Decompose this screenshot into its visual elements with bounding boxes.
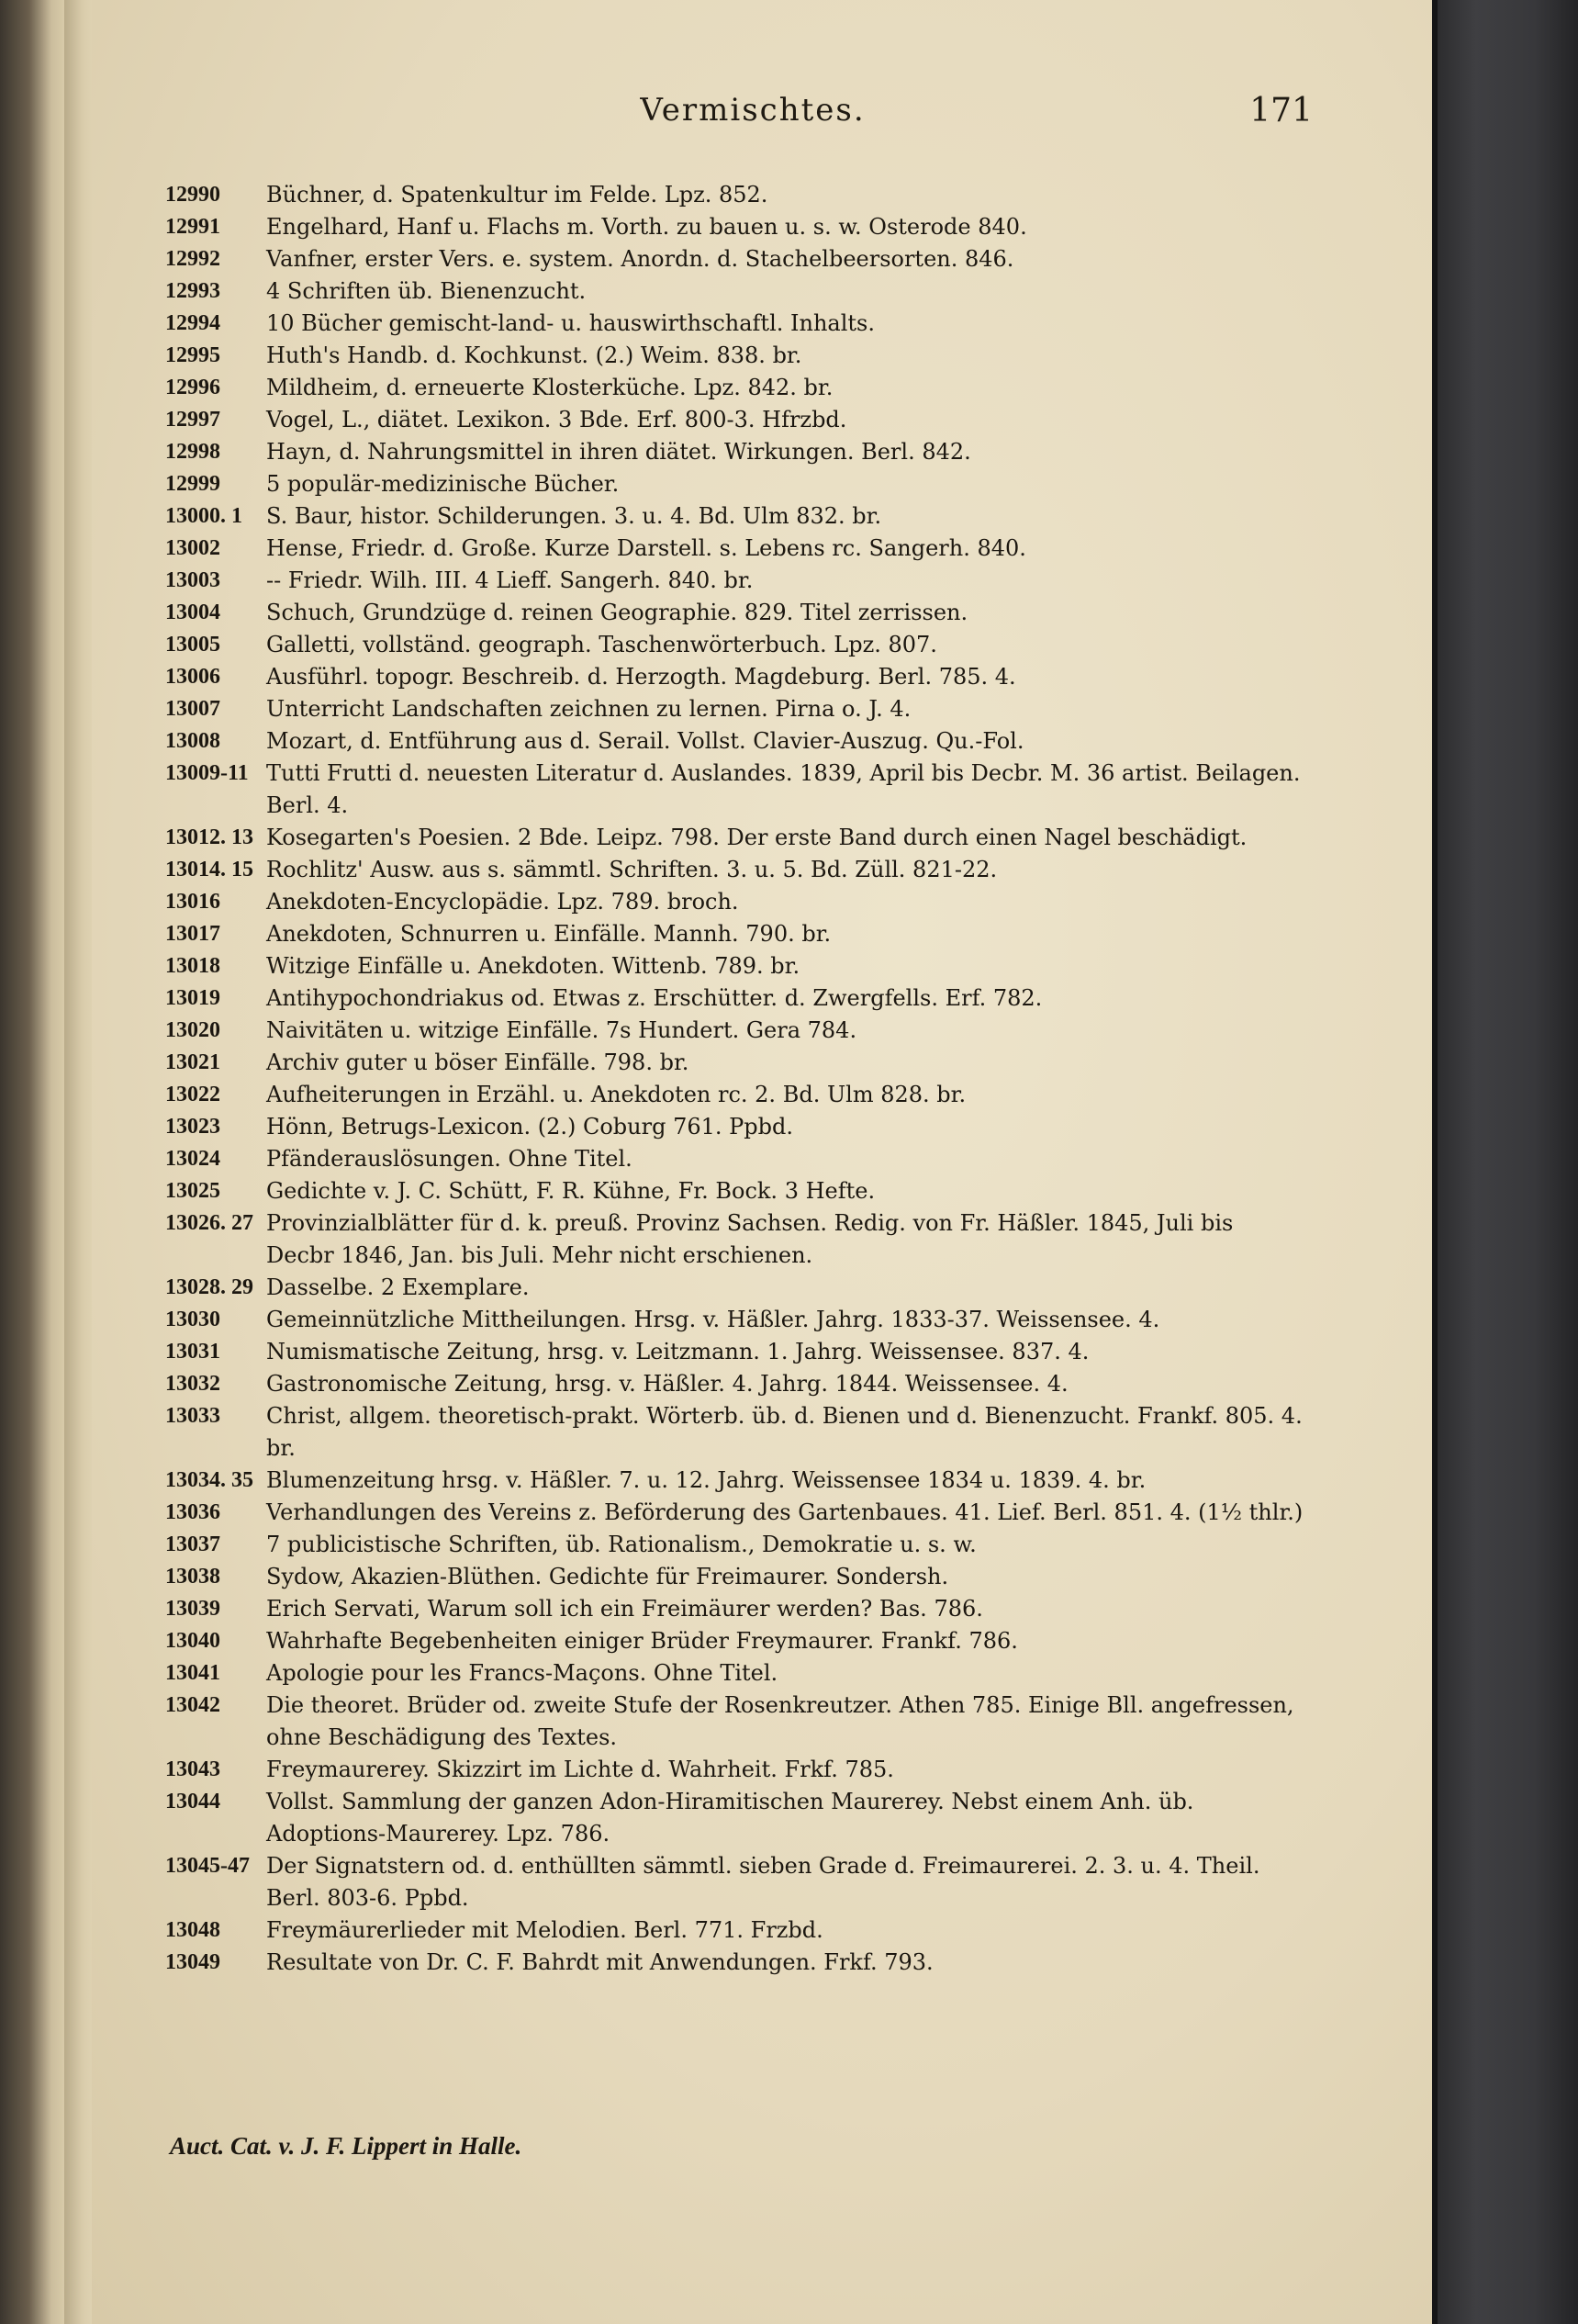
catalog-entry [165, 725, 1304, 758]
entry-text: Mildheim, d. erneuerte Klosterküche. Lpz. 842. br. [266, 375, 834, 400]
catalog-entry [165, 1657, 1304, 1690]
entry-number: 13022 [165, 1083, 220, 1106]
entry-text: Huth's Handb. d. Kochkunst. (2.) Weim. 838. br. [266, 342, 802, 368]
entry-text: Unterricht Landschaften zeichnen zu lernen. Pirna o. J. 4. [266, 696, 912, 722]
catalog-entry [165, 661, 1304, 693]
catalog-entry [165, 1047, 1304, 1079]
entry-text: Gastronomische Zeitung, hrsg. v. Häßler. 4. Jahrg. 1844. Weissensee. 4. [266, 1371, 1069, 1397]
entry-text: Resultate von Dr. C. F. Bahrdt mit Anwendungen. Frkf. 793. [266, 1949, 934, 1975]
entry-number: 13026. 27 [165, 1211, 253, 1235]
entry-text: Freymäurerlieder mit Melodien. Berl. 771. Frzbd. [266, 1917, 823, 1943]
entry-number: 13006 [165, 665, 220, 689]
catalog-entry [165, 629, 1304, 661]
entry-text: Der Signatstern od. d. enthüllten sämmtl. sieben Grade d. Freimaurerei. 2. 3. u. 4. Theil. Berl. 803-6. Ppbd. [266, 1853, 1260, 1911]
entry-text: Verhandlungen des Vereins z. Beförderung des Gartenbaues. 41. Lief. Berl. 851. 4. (1½ thlr.) [266, 1499, 1304, 1525]
entry-text: Anekdoten-Encyclopädie. Lpz. 789. broch. [266, 889, 739, 915]
catalog-entry [165, 500, 1304, 533]
entry-number: 12993 [165, 279, 220, 303]
entry-text: 10 Bücher gemischt-land- u. hauswirthschaftl. Inhalts. [266, 310, 875, 336]
entry-number: 13034. 35 [165, 1468, 253, 1492]
entry-text: 5 populär-medizinische Bücher. [266, 471, 620, 497]
entry-number: 13032 [165, 1372, 220, 1396]
entry-text: Aufheiterungen in Erzähl. u. Anekdoten rc. 2. Bd. Ulm 828. br. [266, 1082, 967, 1107]
catalog-entry [165, 308, 1304, 340]
catalog-entry [165, 1593, 1304, 1625]
catalog-entry [165, 1336, 1304, 1368]
entry-number: 13042 [165, 1693, 220, 1717]
catalog-entry [165, 918, 1304, 950]
entry-number: 13043 [165, 1757, 220, 1781]
catalog-entry [165, 1111, 1304, 1143]
entry-text: Die theoret. Brüder od. zweite Stufe der Rosenkreutzer. Athen 785. Einige Bll. angefressen, ohne Beschädigung des Textes. [266, 1692, 1294, 1750]
entry-number: 13021 [165, 1050, 220, 1074]
entry-text: Numismatische Zeitung, hrsg. v. Leitzmann. 1. Jahrg. Weissensee. 837. 4. [266, 1339, 1090, 1364]
entry-text: Tutti Frutti d. neuesten Literatur d. Auslandes. 1839, April bis Decbr. M. 36 artist. Beilagen. Berl. 4. [266, 760, 1301, 818]
catalog-entry [165, 1497, 1304, 1529]
running-head: Vermischtes. [640, 92, 866, 129]
entry-number: 13002 [165, 536, 220, 560]
catalog-entry [165, 340, 1304, 372]
entry-number: 13023 [165, 1115, 220, 1139]
catalog-entry [165, 1914, 1304, 1947]
left-page-edge [0, 0, 64, 2324]
entry-text: 7 publicistische Schriften, üb. Rationalism., Demokratie u. s. w. [266, 1532, 977, 1557]
entry-text: Archiv guter u böser Einfälle. 798. br. [266, 1050, 689, 1075]
page-number: 171 [1249, 92, 1313, 129]
entry-text: Blumenzeitung hrsg. v. Häßler. 7. u. 12. Jahrg. Weissensee 1834 u. 1839. 4. br. [266, 1467, 1147, 1493]
entry-number: 12995 [165, 343, 220, 367]
entry-text: Witzige Einfälle u. Anekdoten. Wittenb. 789. br. [266, 953, 800, 979]
entry-text: Provinzialblätter für d. k. preuß. Provinz Sachsen. Redig. von Fr. Häßler. 1845, Juli bis Decbr 1846, Jan. bis Juli. Mehr nicht erschienen. [266, 1210, 1234, 1268]
catalog-entry [165, 886, 1304, 918]
book-cover-board [1432, 0, 1578, 2324]
catalog-entry [165, 1529, 1304, 1561]
entry-number: 12998 [165, 440, 220, 464]
entry-text: Naivitäten u. witzige Einfälle. 7s Hundert. Gera 784. [266, 1017, 857, 1043]
catalog-entry [165, 1015, 1304, 1047]
entry-text: Antihypochondriakus od. Etwas z. Erschütter. d. Zwergfells. Erf. 782. [266, 985, 1043, 1011]
entry-number: 13003 [165, 568, 220, 592]
entry-number: 13019 [165, 986, 220, 1010]
entry-number: 13039 [165, 1597, 220, 1621]
entry-number: 13017 [165, 922, 220, 946]
entry-text: Engelhard, Hanf u. Flachs m. Vorth. zu bauen u. s. w. Osterode 840. [266, 214, 1027, 240]
entry-text: Schuch, Grundzüge d. reinen Geographie. 829. Titel zerrissen. [266, 600, 968, 625]
entry-number: 13028. 29 [165, 1275, 253, 1299]
entry-text: Galletti, vollständ. geograph. Taschenwörterbuch. Lpz. 807. [266, 632, 937, 657]
entry-text: Gedichte v. J. C. Schütt, F. R. Kühne, Fr. Bock. 3 Hefte. [266, 1178, 876, 1204]
catalog-entry [165, 243, 1304, 275]
catalog-entry [165, 1272, 1304, 1304]
catalog-entry [165, 211, 1304, 243]
entry-text: Vanfner, erster Vers. e. system. Anordn. d. Stachelbeersorten. 846. [266, 246, 1014, 272]
entry-number: 13036 [165, 1500, 220, 1524]
catalog-entry [165, 1690, 1304, 1754]
catalog-entry [165, 1143, 1304, 1175]
entry-text: Apologie pour les Francs-Maçons. Ohne Titel. [266, 1660, 778, 1686]
entry-number: 13041 [165, 1661, 220, 1685]
entry-text: S. Baur, histor. Schilderungen. 3. u. 4. Bd. Ulm 832. br. [266, 503, 882, 529]
entry-text: Sydow, Akazien-Blüthen. Gedichte für Freimaurer. Sondersh. [266, 1564, 949, 1589]
catalog-entry [165, 822, 1304, 854]
catalog-entry [165, 1947, 1304, 1979]
entry-text: Kosegarten's Poesien. 2 Bde. Leipz. 798. Der erste Band durch einen Nagel beschädigt. [266, 825, 1248, 850]
catalog-entry [165, 597, 1304, 629]
entry-number: 13044 [165, 1790, 220, 1813]
entry-number: 12994 [165, 311, 220, 335]
entry-number: 13020 [165, 1018, 220, 1042]
entry-text: Ausführl. topogr. Beschreib. d. Herzogth. Magdeburg. Berl. 785. 4. [266, 664, 1016, 690]
entry-text: Rochlitz' Ausw. aus s. sämmtl. Schriften. 3. u. 5. Bd. Züll. 821-22. [266, 857, 998, 882]
entry-text: Büchner, d. Spatenkultur im Felde. Lpz. 852. [266, 182, 768, 208]
catalog-entry [165, 533, 1304, 565]
entry-number: 13000. 1 [165, 504, 242, 528]
catalog-entry [165, 1175, 1304, 1207]
catalog-entries [165, 179, 1304, 1979]
catalog-entry [165, 1465, 1304, 1497]
entry-text: Anekdoten, Schnurren u. Einfälle. Mannh. 790. br. [266, 921, 832, 947]
entry-text: Vogel, L., diätet. Lexikon. 3 Bde. Erf. 800-3. Hfrzbd. [266, 407, 847, 432]
catalog-entry [165, 1625, 1304, 1657]
catalog-entry [165, 1561, 1304, 1593]
entry-number: 12991 [165, 215, 220, 239]
entry-number: 13012. 13 [165, 825, 253, 849]
catalog-entry [165, 1368, 1304, 1400]
catalog-entry [165, 950, 1304, 982]
catalog-entry [165, 275, 1304, 308]
catalog-entry [165, 565, 1304, 597]
entry-number: 13031 [165, 1340, 220, 1364]
entry-number: 13025 [165, 1179, 220, 1203]
catalog-entry [165, 468, 1304, 500]
entry-number: 12990 [165, 183, 220, 207]
entry-text: Pfänderauslösungen. Ohne Titel. [266, 1146, 632, 1172]
entry-text: 4 Schriften üb. Bienenzucht. [266, 278, 587, 304]
catalog-footer: Auct. Cat. v. J. F. Lippert in Halle. [170, 2132, 522, 2160]
catalog-entry [165, 693, 1304, 725]
catalog-entry [165, 179, 1304, 211]
entry-number: 13004 [165, 601, 220, 624]
entry-number: 12997 [165, 408, 220, 432]
catalog-entry [165, 404, 1304, 436]
entry-number: 13008 [165, 729, 220, 753]
entry-text: Vollst. Sammlung der ganzen Adon-Hiramitischen Maurerey. Nebst einem Anh. üb. Adoptions-Maurerey. Lpz. 786. [266, 1789, 1194, 1847]
catalog-entry [165, 758, 1304, 822]
entry-number: 13018 [165, 954, 220, 978]
catalog-entry [165, 436, 1304, 468]
entry-text: Gemeinnützliche Mittheilungen. Hrsg. v. Häßler. Jahrg. 1833-37. Weissensee. 4. [266, 1307, 1160, 1332]
entry-number: 13007 [165, 697, 220, 721]
entry-text: Hense, Friedr. d. Große. Kurze Darstell. s. Lebens rc. Sangerh. 840. [266, 535, 1026, 561]
entry-number: 13045-47 [165, 1854, 250, 1878]
entry-number: 13014. 15 [165, 858, 253, 881]
entry-text: Hayn, d. Nahrungsmittel in ihren diätet. Wirkungen. Berl. 842. [266, 439, 971, 465]
entry-text: Wahrhafte Begebenheiten einiger Brüder Freymaurer. Frankf. 786. [266, 1628, 1018, 1654]
entry-number: 13049 [165, 1950, 220, 1974]
catalog-entry [165, 1850, 1304, 1914]
catalog-entry [165, 1400, 1304, 1465]
entry-number: 12996 [165, 376, 220, 399]
entry-text: Erich Servati, Warum soll ich ein Freimäurer werden? Bas. 786. [266, 1596, 983, 1622]
entry-text: Christ, allgem. theoretisch-prakt. Wörterb. üb. d. Bienen und d. Bienenzucht. Frankf. 805. 4. br. [266, 1403, 1303, 1461]
entry-number: 13024 [165, 1147, 220, 1171]
entry-number: 13037 [165, 1532, 220, 1556]
entry-text: Dasselbe. 2 Exemplare. [266, 1274, 530, 1300]
catalog-entry [165, 1304, 1304, 1336]
entry-text: Freymaurerey. Skizzirt im Lichte d. Wahrheit. Frkf. 785. [266, 1757, 894, 1782]
catalog-entry [165, 1079, 1304, 1111]
catalog-entry [165, 1786, 1304, 1850]
entry-number: 13005 [165, 633, 220, 657]
entry-number: 13016 [165, 890, 220, 914]
catalog-entry [165, 1754, 1304, 1786]
entry-text: -- Friedr. Wilh. III. 4 Lieff. Sangerh. 840. br. [266, 567, 754, 593]
entry-number: 13009-11 [165, 761, 249, 785]
entry-number: 13033 [165, 1404, 220, 1428]
entry-number: 13048 [165, 1918, 220, 1942]
catalog-entry [165, 854, 1304, 886]
entry-number: 13038 [165, 1565, 220, 1589]
entry-number: 13040 [165, 1629, 220, 1653]
catalog-entry [165, 372, 1304, 404]
catalog-entry [165, 1207, 1304, 1272]
entry-number: 13030 [165, 1308, 220, 1331]
entry-text: Mozart, d. Entführung aus d. Serail. Vollst. Clavier-Auszug. Qu.-Fol. [266, 728, 1024, 754]
entry-text: Hönn, Betrugs-Lexicon. (2.) Coburg 761. Ppbd. [266, 1114, 793, 1140]
catalog-entry [165, 982, 1304, 1015]
entry-number: 12992 [165, 247, 220, 271]
entry-number: 12999 [165, 472, 220, 496]
